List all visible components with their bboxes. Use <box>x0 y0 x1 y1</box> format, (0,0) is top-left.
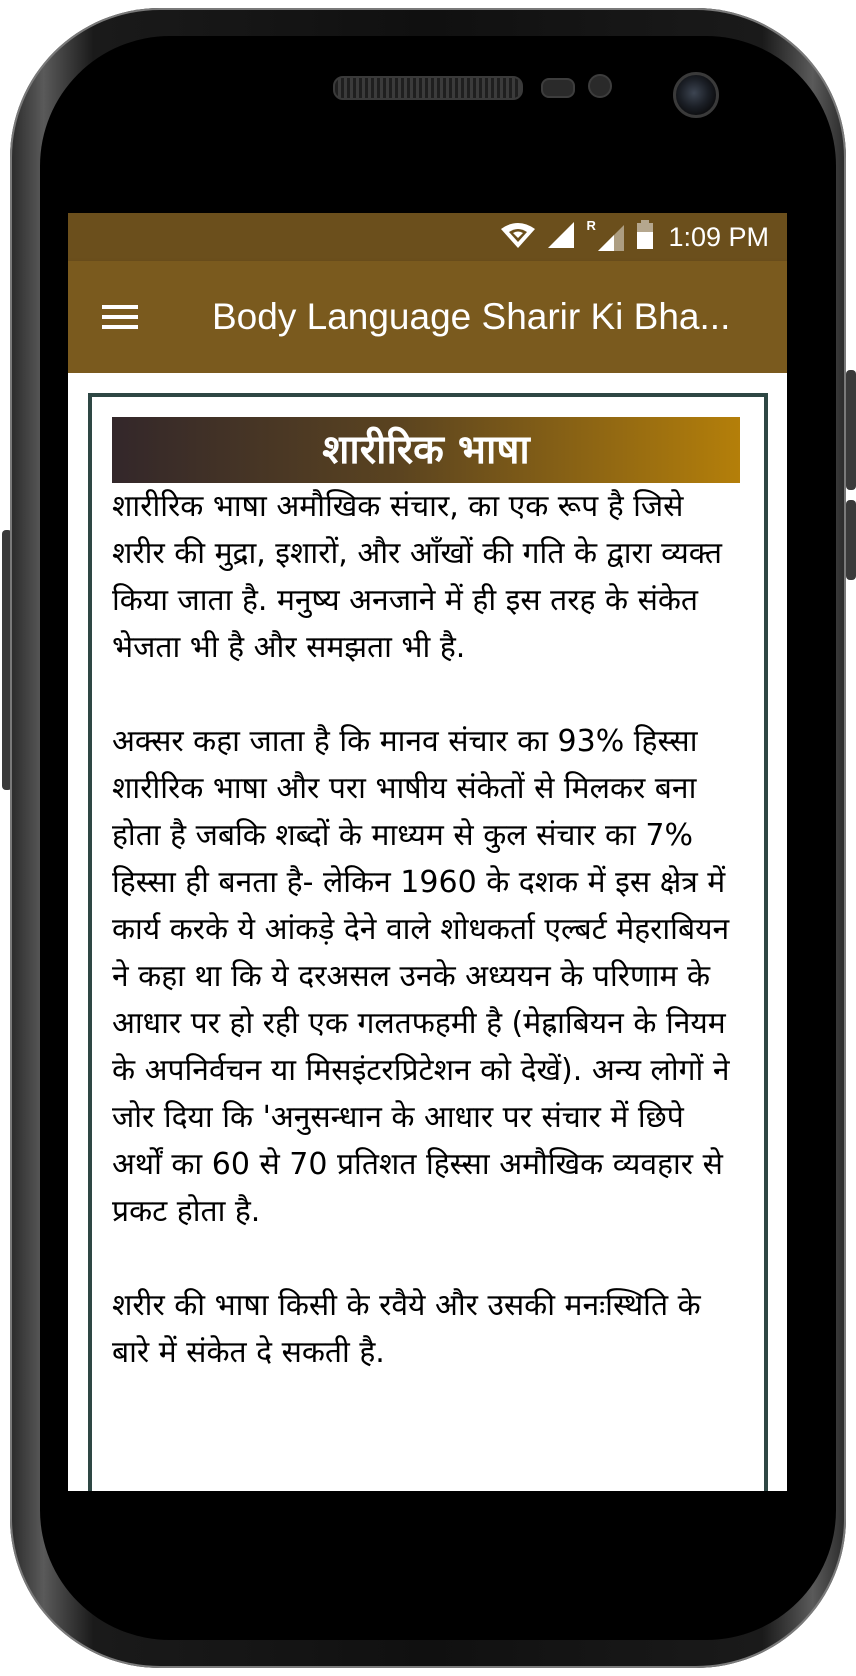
front-camera <box>673 72 719 118</box>
status-time: 1:09 PM <box>668 221 769 252</box>
app-toolbar <box>68 261 787 373</box>
article-paragraph: अक्सर कहा जाता है कि मानव संचार का 93% हिस्सा शारीरिक भाषा और परा भाषीय संकेतों से मिलकर बना होता है जबकि शब्दों के माध्यम से कुल संचार का 7% हिस्सा ही बनता है- लेकिन 1960 के दशक में इस क्षेत्र में कार्य करके ये आंकड़े देने वाले शोधकर्ता एल्बर्ट मेहराबियन ने कहा था कि ये दरअसल उनके अध्ययन के परिणाम के आधार पर हो रही एक गलतफहमी है (मेह्राबियन के नियम के अपनिर्वचन या मिसइंटरप्रिटेशन को देखें). अन्य लोगों ने जोर दिया कि 'अनुसन्धान के आधार पर संचार में छिपे अर्थों का 60 से 70 प्रतिशत हिस्सा अमौखिक व्यवहार से प्रकट होता है. <box>112 724 730 1229</box>
phone-screen <box>68 213 787 1491</box>
menu-button[interactable] <box>96 293 144 341</box>
article-body <box>112 483 740 1423</box>
hamburger-menu-icon <box>100 302 140 332</box>
power-button <box>846 370 856 490</box>
status-bar <box>68 213 787 261</box>
article-paragraph: शारीरिक भाषा अमौखिक संचार, का एक रूप है जिसे शरीर की मुद्रा, इशारों, और आँखों की गति के द्वारा व्यक्त किया जाता है. मनुष्य अनजाने में ही इस तरह के संकेत भेजता भी है और समझता भी है. <box>112 489 722 665</box>
roaming-indicator: R <box>586 218 596 233</box>
earpiece-speaker <box>333 76 523 100</box>
content-area[interactable] <box>68 373 787 1491</box>
light-sensor <box>588 74 612 98</box>
signal-icon <box>546 221 576 253</box>
side-button <box>846 500 856 580</box>
article-card <box>88 393 768 1491</box>
article-heading: शारीरिक भाषा <box>112 417 740 483</box>
battery-icon <box>636 220 654 254</box>
roaming-signal-icon <box>586 220 626 254</box>
article-paragraph: शरीर की भाषा किसी के रवैये और उसकी मनःस्थिति के बारे में संकेत दे सकती है. <box>112 1288 701 1370</box>
app-title: Body Language Sharir Ki Bha... <box>212 296 731 337</box>
status-icons <box>500 213 769 261</box>
proximity-sensor <box>541 78 575 98</box>
wifi-icon <box>500 221 536 253</box>
